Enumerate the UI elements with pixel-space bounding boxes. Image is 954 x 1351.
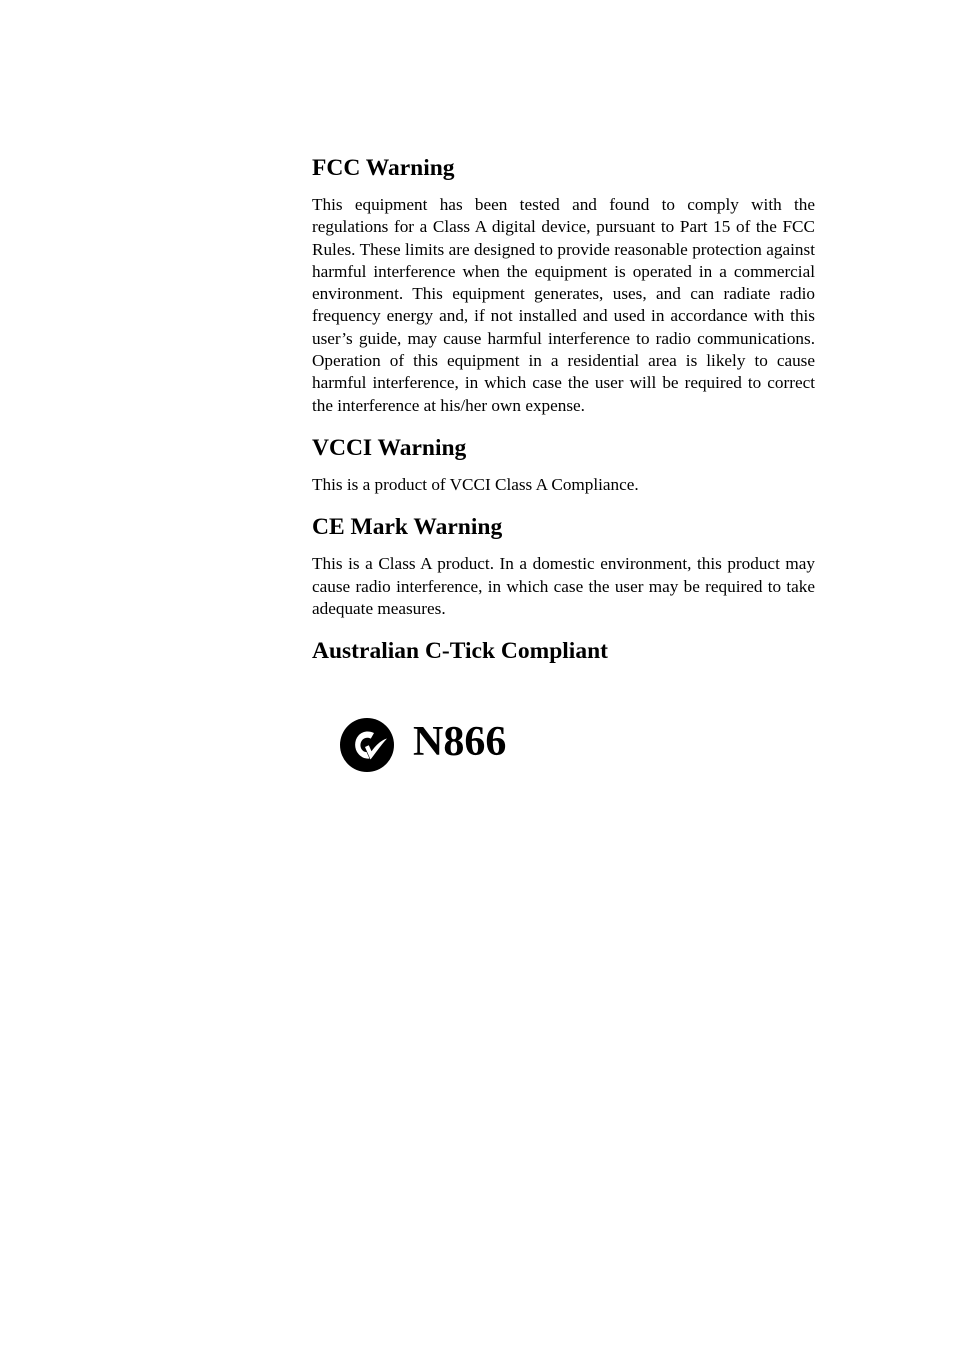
vcci-warning-heading: VCCI Warning (312, 434, 467, 461)
c-tick-heading: Australian C-Tick Compliant (312, 638, 608, 665)
ce-mark-warning-heading: CE Mark Warning (312, 514, 503, 541)
ce-mark-warning-text: This is a Class A product. In a domestic environment, this product may cause radio interference, in which case the user may be required to take adequate measures. (312, 554, 815, 618)
vcci-warning-text: This is a product of VCCI Class A Compliance. (312, 474, 639, 494)
c-tick-icon (340, 718, 394, 772)
fcc-warning-text: This equipment has been tested and found to comply with the regulations for a Class A digital device, pursuant to Part 15 of the FCC Rules. These limits are designed to provide reasonable protection against harmful interference when the equipment is operated in a commercial environment. This equipment generates, uses, and can radiate radio frequency energy and, if not installed and used in accordance with this user’s guide, may cause harmful interference to radio communications. Operation of this equipment in a residential area is likely to cause harmful interference, in which case the user will be required to correct the interference at his/her own expense. (312, 195, 815, 415)
c-tick-mark (340, 718, 815, 772)
regulatory-notices (312, 150, 815, 772)
fcc-warning-heading: FCC Warning (312, 155, 455, 181)
c-tick-supplier-code: N866 (413, 719, 507, 766)
